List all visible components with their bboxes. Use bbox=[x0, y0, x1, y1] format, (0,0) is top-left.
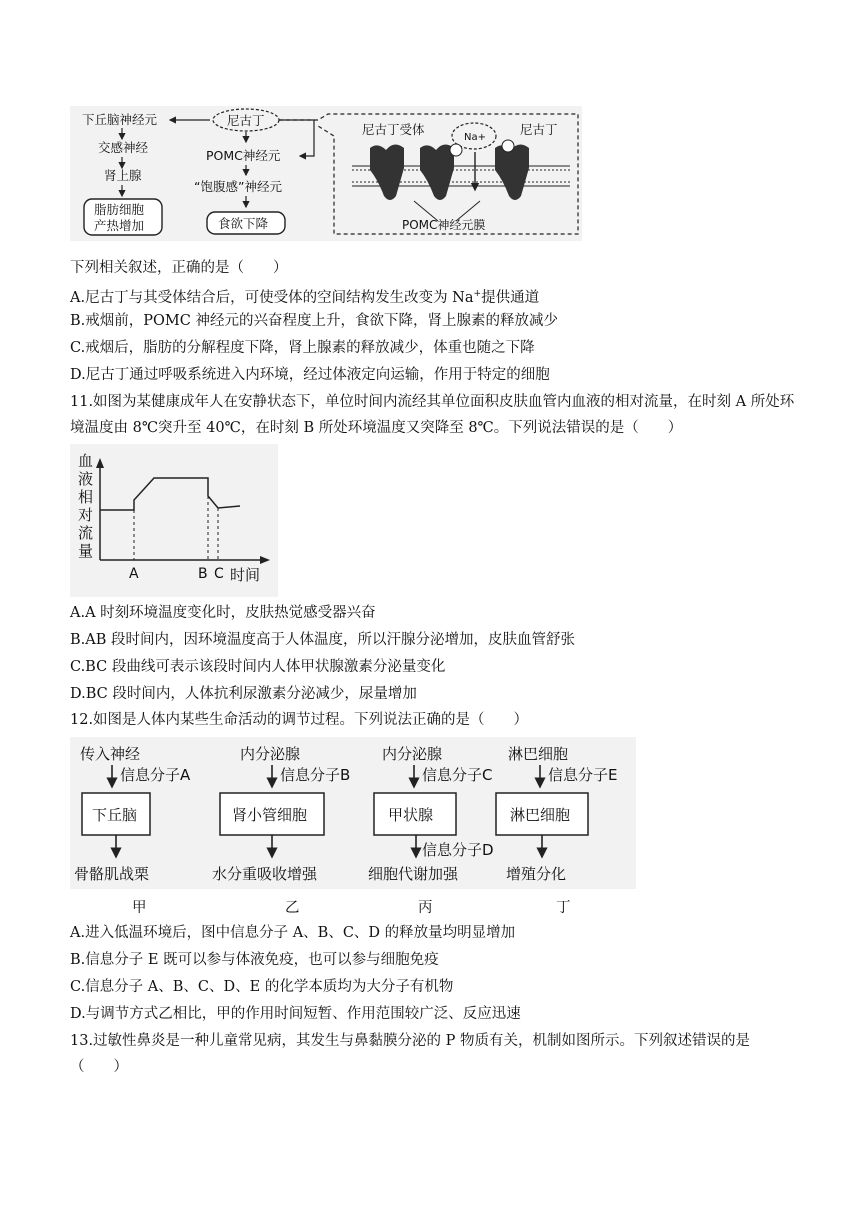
sub-label-ding: 丁 bbox=[556, 900, 571, 916]
regulation-figure bbox=[70, 737, 636, 889]
nicotine-label: 尼古丁 bbox=[227, 113, 265, 128]
q10-option-b: B.戒烟前，POMC 神经元的兴奋程度上升，食欲下降，肾上腺素的释放减少 bbox=[70, 313, 558, 329]
blood-flow-curve bbox=[100, 478, 240, 510]
q12-option-d: D.与调节方式乙相比，甲的作用时间短暂、作用范围较广泛、反应迅速 bbox=[70, 1006, 521, 1022]
q11-option-d: D.BC 段时间内，人体抗利尿激素分泌减少，尿量增加 bbox=[70, 686, 417, 702]
y-axis-char-1: 血 bbox=[78, 452, 94, 470]
q12-option-c: C.信息分子 A、B、C、D、E 的化学本质均为大分子有机物 bbox=[70, 979, 454, 995]
nicotine-label-2: 尼古丁 bbox=[520, 122, 558, 137]
bing-effect-label: 细胞代谢加强 bbox=[368, 865, 459, 883]
signal-e-label: 信息分子E bbox=[548, 766, 618, 784]
yi-box-label: 肾小管细胞 bbox=[232, 806, 308, 824]
satiety-neuron-label: “饱腹感”神经元 bbox=[194, 179, 282, 194]
sub-label-bing: 丙 bbox=[418, 900, 433, 916]
yi-effect-label: 水分重吸收增强 bbox=[212, 865, 318, 883]
q11-option-c: C.BC 段曲线可表示该段时间内人体甲状腺激素分泌量变化 bbox=[70, 659, 446, 675]
sub-label-jia: 甲 bbox=[132, 900, 147, 916]
signal-d-label: 信息分子D bbox=[422, 841, 494, 859]
q11-option-b: B.AB 段时间内，因环境温度高于人体温度，所以汗腺分泌增加，皮肤血管舒张 bbox=[70, 632, 575, 648]
tick-b: B bbox=[198, 566, 208, 582]
y-axis-char-3: 相 bbox=[78, 488, 94, 506]
signal-c-label: 信息分子C bbox=[422, 766, 493, 784]
q12-stem: 12.如图是人体内某些生命活动的调节过程。下列说法正确的是（ ） bbox=[70, 712, 529, 728]
q12-option-b: B.信息分子 E 既可以参与体液免疫，也可以参与细胞免疫 bbox=[70, 952, 439, 968]
adrenal-gland-label: 肾上腺 bbox=[104, 168, 142, 183]
y-axis-char-5: 流 bbox=[78, 524, 94, 542]
tick-a: A bbox=[129, 566, 139, 582]
appetite-decrease-label: 食欲下降 bbox=[218, 216, 269, 231]
pomc-membrane-label: POMC神经元膜 bbox=[402, 218, 486, 232]
x-axis-label: 时间 bbox=[230, 566, 261, 584]
q10-stem: 下列相关叙述，正确的是（ ） bbox=[70, 260, 288, 276]
sympathetic-nerve-label: 交感神经 bbox=[98, 140, 149, 155]
tick-c: C bbox=[214, 566, 224, 582]
q10-option-a: A.尼古丁与其受体结合后，可使受体的空间结构发生改变为 Na+提供通道 bbox=[70, 289, 540, 306]
bing-box-label: 甲状腺 bbox=[388, 806, 434, 824]
pomc-neuron-label: POMC神经元 bbox=[206, 148, 281, 163]
q10-option-c: C.戒烟后，脂肪的分解程度下降，肾上腺素的释放减少，体重也随之下降 bbox=[70, 340, 535, 356]
sodium-ion-label: Na+ bbox=[464, 132, 486, 143]
y-axis-char-4: 对 bbox=[78, 506, 94, 524]
jia-box-label: 下丘脑 bbox=[92, 806, 138, 824]
q11-stem: 11.如图为某健康成年人在安静状态下，单位时间内流经其单位面积皮肤血管内血液的相对流量，在时刻 A 所处环境温度由 8℃突升至 40℃，在时刻 B 所处环境温度又突降至 8℃。下列说法错误的是（ ） bbox=[70, 394, 795, 436]
jia-effect-label: 骨骼肌战栗 bbox=[74, 865, 150, 883]
nicotine-mechanism-figure bbox=[70, 106, 582, 241]
y-axis-char-6: 量 bbox=[78, 542, 94, 560]
fat-cell-label: 脂肪细胞 bbox=[94, 202, 145, 217]
ding-effect-label: 增殖分化 bbox=[506, 865, 567, 883]
bing-top-label: 内分泌腺 bbox=[382, 745, 443, 763]
y-axis-char-2: 液 bbox=[78, 470, 94, 488]
signal-b-label: 信息分子B bbox=[280, 766, 351, 784]
ding-box-label: 淋巴细胞 bbox=[510, 806, 571, 824]
jia-top-label: 传入神经 bbox=[80, 745, 141, 763]
hypothalamus-neuron-label: 下丘脑神经元 bbox=[82, 112, 158, 127]
signal-a-label: 信息分子A bbox=[120, 766, 191, 784]
q11-option-a: A.A 时刻环境温度变化时，皮肤热觉感受器兴奋 bbox=[70, 605, 376, 621]
sub-label-yi: 乙 bbox=[285, 900, 300, 916]
yi-top-label: 内分泌腺 bbox=[240, 745, 301, 763]
blood-flow-graph bbox=[70, 444, 278, 597]
heat-production-label: 产热增加 bbox=[94, 218, 145, 233]
q12-option-a: A.进入低温环境后，图中信息分子 A、B、C、D 的释放量均明显增加 bbox=[70, 925, 516, 941]
q13-stem: 13.过敏性鼻炎是一种儿童常见病，其发生与鼻黏膜分泌的 P 物质有关，机制如图所示。下列叙述错误的是（ ） bbox=[70, 1033, 751, 1075]
q10-option-d: D.尼古丁通过呼吸系统进入内环境，经过体液定向运输，作用于特定的细胞 bbox=[70, 367, 550, 383]
ding-top-label: 淋巴细胞 bbox=[508, 745, 569, 763]
nicotine-receptor-label: 尼古丁受体 bbox=[362, 122, 425, 137]
